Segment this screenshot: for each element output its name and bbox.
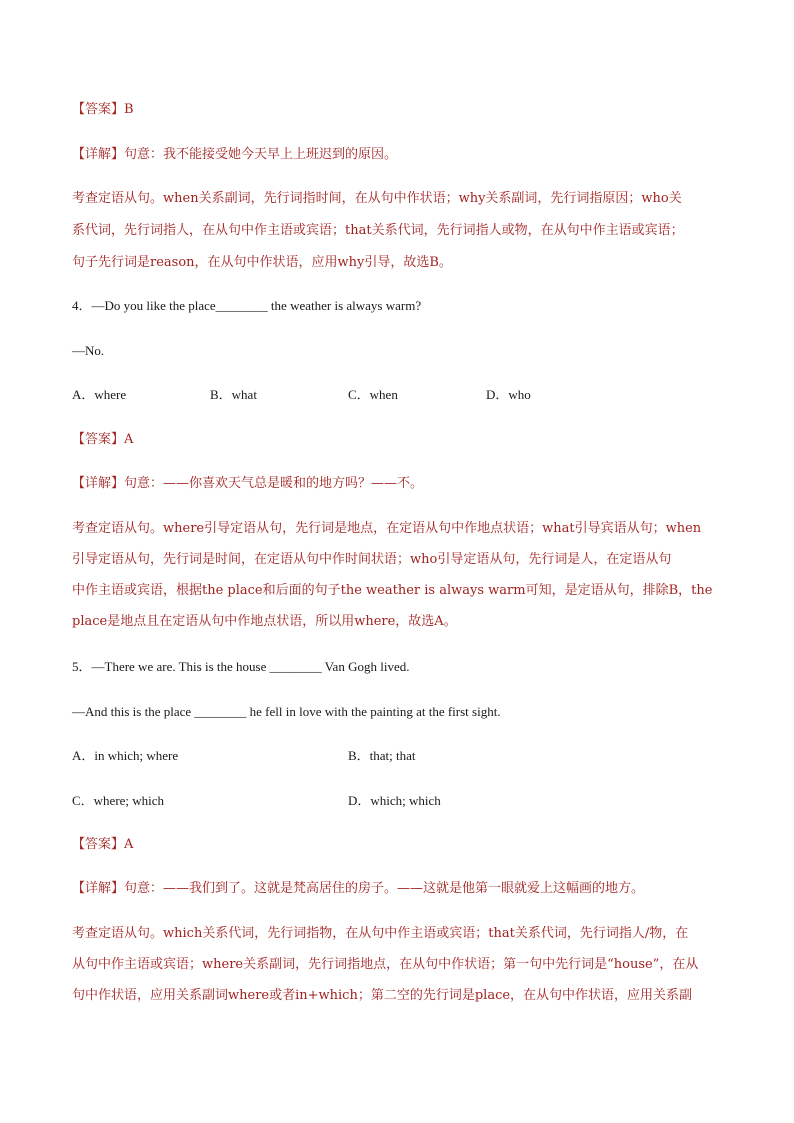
q5-detail <box>72 880 732 898</box>
q3-analysis-line-1: 考查定语从句。when关系副词，先行词指时间，在从句中作状语；why关系副词，先行词指原因；who关 <box>72 191 682 206</box>
q5-option-c: C．where; which <box>72 793 165 808</box>
q5-option-d: D．which; which <box>348 793 441 808</box>
q5-analysis-line-3: 句中作状语，应用关系副词where或者in+which；第二空的先行词是place，在从句中作状语，应用关系副 <box>72 988 693 1003</box>
q4-analysis-line-2: 引导定语从句，先行词是时间，在定语从句中作时间状语；who引导定语从句，先行词是人，在定语从句 <box>72 552 672 567</box>
q4-answer: 【答案】A <box>72 432 134 447</box>
q4-analysis-line-3: 中作主语或宾语，根据the place和后面的句子the weather is always warm可知，是定语从句，排除B，the <box>72 583 713 598</box>
q3-detail <box>72 146 732 164</box>
q4-analysis-line-1: 考查定语从句。where引导定语从句，先行词是地点，在定语从句中作地点状语；what引导宾语从句；when <box>72 521 702 536</box>
q5-analysis-line-2: 从句中作主语或宾语；where关系副词，先行词指地点，在从句中作状语；第一句中先行词是“house”，在从 <box>72 957 699 972</box>
q4-detail-text: 句意：——你喜欢天气总是暖和的地方吗？——不。 <box>124 476 424 491</box>
q4-detail-prefix: 【详解】 <box>72 476 125 491</box>
q5-reply: —And this is the place ________ he fell in love with the painting at the first sight. <box>72 704 501 719</box>
q5-option-b: B．that; that <box>348 748 416 763</box>
q3-answer: 【答案】B <box>72 102 134 117</box>
q5-detail-text: 句意：——我们到了。这就是梵高居住的房子。——这就是他第一眼就爱上这幅画的地方。 <box>124 881 645 896</box>
q5-detail-prefix: 【详解】 <box>72 881 125 896</box>
q4-stem: 4．—Do you like the place________ the weather is always warm? <box>72 298 422 313</box>
q4-detail <box>72 475 732 493</box>
q4-reply: —No. <box>72 343 105 358</box>
q3-detail-text: 句意：我不能接受她今天早上上班迟到的原因。 <box>124 147 398 162</box>
q5-stem: 5．—There we are. This is the house ________ Van Gogh lived. <box>72 659 410 674</box>
q4-option-a: A．where <box>72 387 127 402</box>
q4-option-b: B．what <box>210 387 257 402</box>
q4-option-d: D．who <box>486 387 531 402</box>
q4-analysis-line-4: place是地点且在定语从句中作地点状语，所以用where，故选A。 <box>72 614 457 629</box>
q3-analysis-line-3: 句子先行词是reason，在从句中作状语，应用why引导，故选B。 <box>72 255 452 270</box>
q5-option-a: A．in which; where <box>72 748 179 763</box>
q5-analysis-line-1: 考查定语从句。which关系代词，先行词指物，在从句中作主语或宾语；that关系代词，先行词指人/物，在 <box>72 926 689 941</box>
q3-analysis-line-2: 系代词，先行词指人，在从句中作主语或宾语；that关系代词，先行词指人或物，在从句中作主语或宾语； <box>72 223 684 238</box>
q3-detail-prefix: 【详解】 <box>72 147 125 162</box>
q4-option-c: C．when <box>348 387 398 402</box>
q5-answer: 【答案】A <box>72 837 134 852</box>
